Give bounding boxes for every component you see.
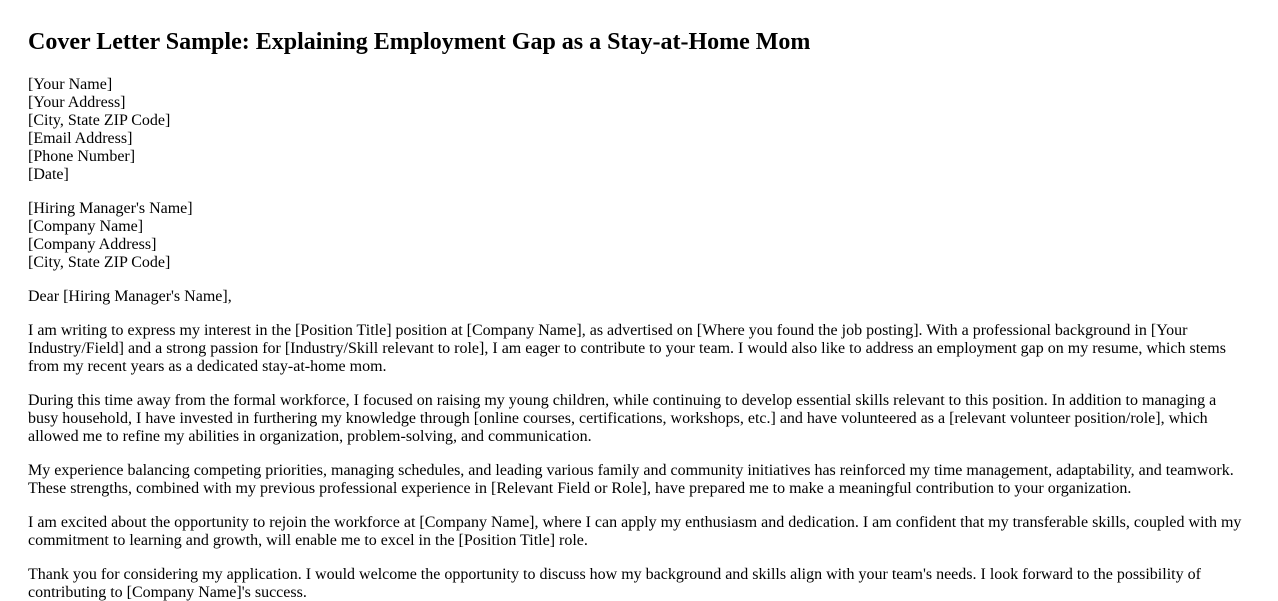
sender-name: [Your Name] (28, 76, 113, 93)
body-paragraph-intro: I am writing to express my interest in the [Position Title] position at [Company Name], as advertised on [Where you found the job posting]. With a professional background in [Your Industry/Field] and a strong passion for [Industry/Skill relevant to role], I am eager to contribute to your team. I would also like to address an employment gap on my resume, which stems from my recent years as a dedicated stay-at-home mom. (28, 322, 1226, 375)
body-paragraph-enthusiasm: I am excited about the opportunity to rejoin the workforce at [Company Name], where I can apply my enthusiasm and dedication. I am confident that my transferable skills, coupled with my commitment to learning and growth, will enable me to excel in the [Position Title] role. (28, 514, 1242, 549)
sender-email: [Email Address] (28, 130, 133, 147)
letter-date: [Date] (28, 166, 69, 183)
sender-address-block (28, 76, 1250, 184)
recipient-company: [Company Name] (28, 218, 144, 235)
recipient-address: [Company Address] (28, 236, 157, 253)
salutation: Dear [Hiring Manager's Name], (28, 288, 232, 305)
recipient-address-block (28, 200, 1250, 272)
body-paragraph-gap: During this time away from the formal workforce, I focused on raising my young children, while continuing to develop essential skills relevant to this position. In addition to managing a busy household, I have invested in furthering my knowledge through [online courses, certifications, workshops, etc.] and have volunteered as a [relevant volunteer position/role], which allowed me to refine my abilities in organization, problem-solving, and communication. (28, 392, 1217, 445)
recipient-city-state-zip: [City, State ZIP Code] (28, 254, 171, 271)
body-paragraph-closing: Thank you for considering my application. I would welcome the opportunity to discuss how my background and skills align with your team's needs. I look forward to the possibility of contributing to [Company Name]'s success. (28, 566, 1201, 601)
sender-city-state-zip: [City, State ZIP Code] (28, 112, 171, 129)
body-paragraph-strengths: My experience balancing competing priorities, managing schedules, and leading various family and community initiatives has reinforced my time management, adaptability, and teamwork. These strengths, combined with my previous professional experience in [Relevant Field or Role], have prepared me to make a meaningful contribution to your organization. (28, 462, 1234, 497)
sender-address: [Your Address] (28, 94, 126, 111)
sender-phone: [Phone Number] (28, 148, 136, 165)
page-title: Cover Letter Sample: Explaining Employment Gap as a Stay-at-Home Mom (28, 29, 811, 55)
recipient-name: [Hiring Manager's Name] (28, 200, 193, 217)
